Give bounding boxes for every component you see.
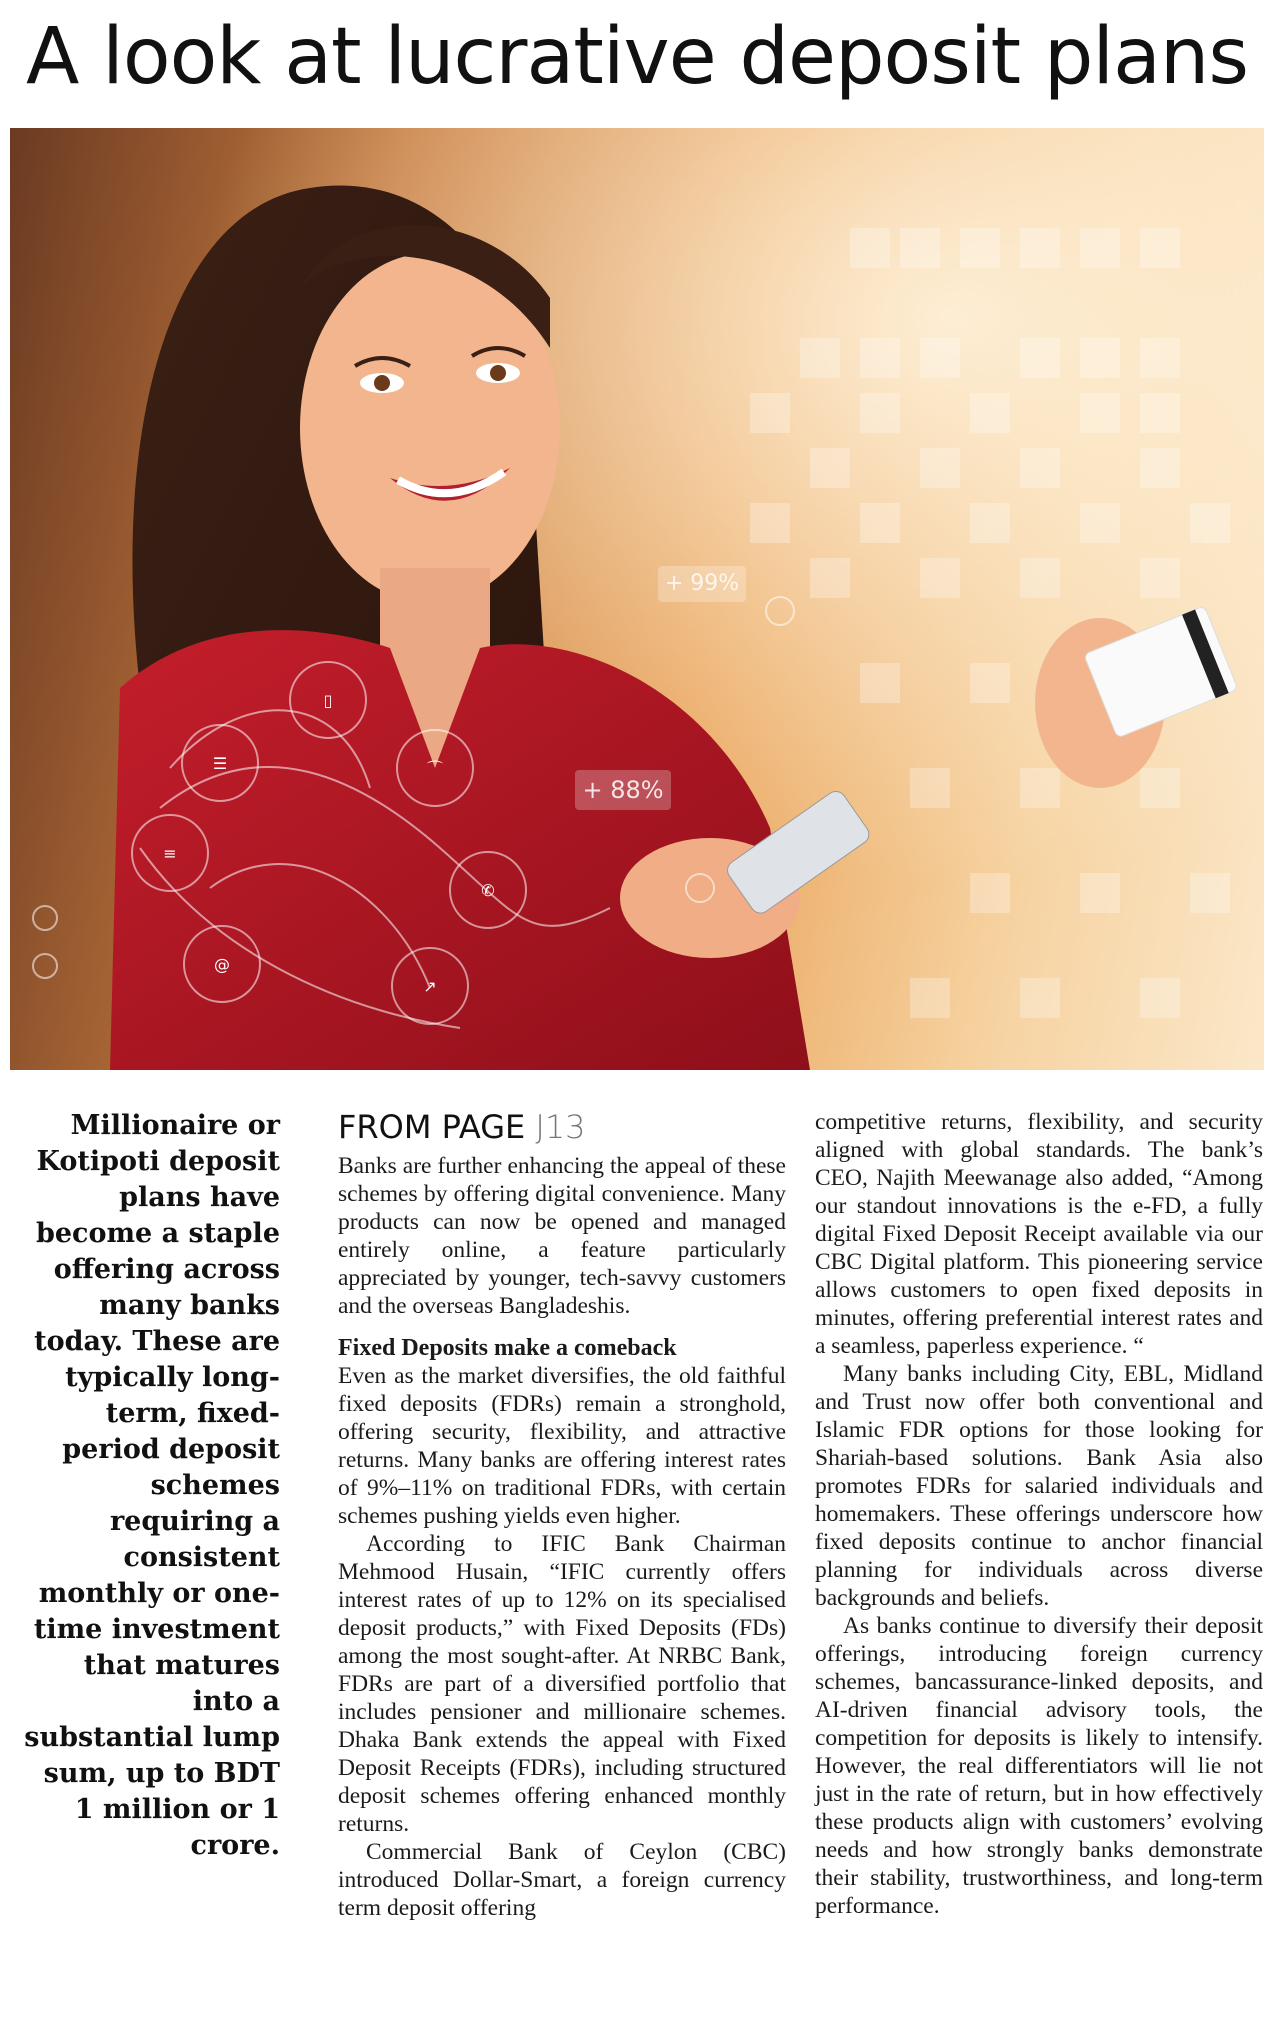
from-page-ref: J13 [535,1108,586,1146]
overlay-label-1: + 99% [664,571,740,596]
standfirst: Millionaire or Kotipoti deposit plans have become a staple offering across many banks today. These are typically long-term, fixed-period deposit schemes requiring a consistent monthly or one-time investment that matures into a substantial lump sum, up to BDT 1 million or 1 crore. [24,1110,280,1861]
paragraph-2: Even as the market diversifies, the old faithful fixed deposits (FDRs) remain a stronghold, offering security, flexibility, and attractive returns. Many banks are offering interest rates of 9%–11% on traditional FDRs, with certain schemes pushing yields even higher. [338,1363,786,1529]
hero-illustration [10,128,1264,1070]
overlay-badge-2 [575,770,671,810]
at-glyph: @ [214,955,230,974]
hero-photo [10,128,1264,1070]
paragraph-3: According to IFIC Bank Chairman Mehmood Husain, “IFIC currently offers interest rates of up to 12% on its specialised deposit products,” with Fixed Deposits (FDs) among the most sought-after. At NRBC Bank, FDRs are part of a diversified portfolio that includes pensioner and millionaire schemes. Dhaka Bank extends the appeal with Fixed Deposit Receipts (FDRs), including structured deposit schemes offering enhanced monthly returns. [338,1531,786,1837]
chart-glyph: ⌒ [426,759,444,778]
doc-glyph: ☰ [212,754,228,773]
paragraph-6: Many banks including City, EBL, Midland and Trust now offer both conventional and Islamic FDR options for those looking for Shariah-based solutions. Bank Asia also promotes FDRs for salaried individuals and homemakers. These offerings underscore how fixed deposits continue to anchor financial planning for individuals across diverse backgrounds and beliefs. [815,1361,1263,1611]
from-page-label: FROM PAGE [338,1108,526,1146]
headline: A look at lucrative deposit plans [26,12,1248,102]
paragraph-1: Banks are further enhancing the appeal of these schemes by offering digital convenience. Many products can now be opened and managed entirely online, a feature particularly appreciated by younger, tech-savvy customers and the overseas Bangladeshis. [338,1153,786,1319]
phone-glyph: ▯ [323,691,333,710]
paragraph-7: As banks continue to diversify their deposit offerings, introducing foreign currency schemes, bancassurance-linked deposits, and AI-driven financial advisory tools, the competition for deposits is likely to intensify. However, the real differentiators will lie not just in the rate of return, but in how effectively these products align with customers’ evolving needs and how strongly banks demonstrate their stability, trustworthiness, and long-term performance. [815,1613,1263,1919]
from-page-jump [338,1108,786,1146]
list-glyph: ≡ [163,844,177,863]
paragraph-5: competitive returns, flexibility, and security aligned with global standards. The bank’s CEO, Najith Meewanage also added, “Among our standout innovations is the e-FD, a fully digital Fixed Deposit Receipt available via our CBC Digital platform. This pioneering service allows customers to open fixed deposits in minutes, offering preferential interest rates and a seamless, paperless experience. “ [815,1109,1263,1359]
call-glyph: ✆ [481,881,495,900]
overlay-badge-1 [658,566,746,602]
body-column-2 [815,1108,1263,1920]
paragraph-4: Commercial Bank of Ceylon (CBC) introduced Dollar-Smart, a foreign currency term deposit offering [338,1839,786,1921]
body-column-1 [338,1108,786,1922]
subhead: Fixed Deposits make a comeback [338,1335,677,1361]
overlay-label-2: + 88% [582,776,664,804]
trend-glyph: ↗ [423,977,437,996]
